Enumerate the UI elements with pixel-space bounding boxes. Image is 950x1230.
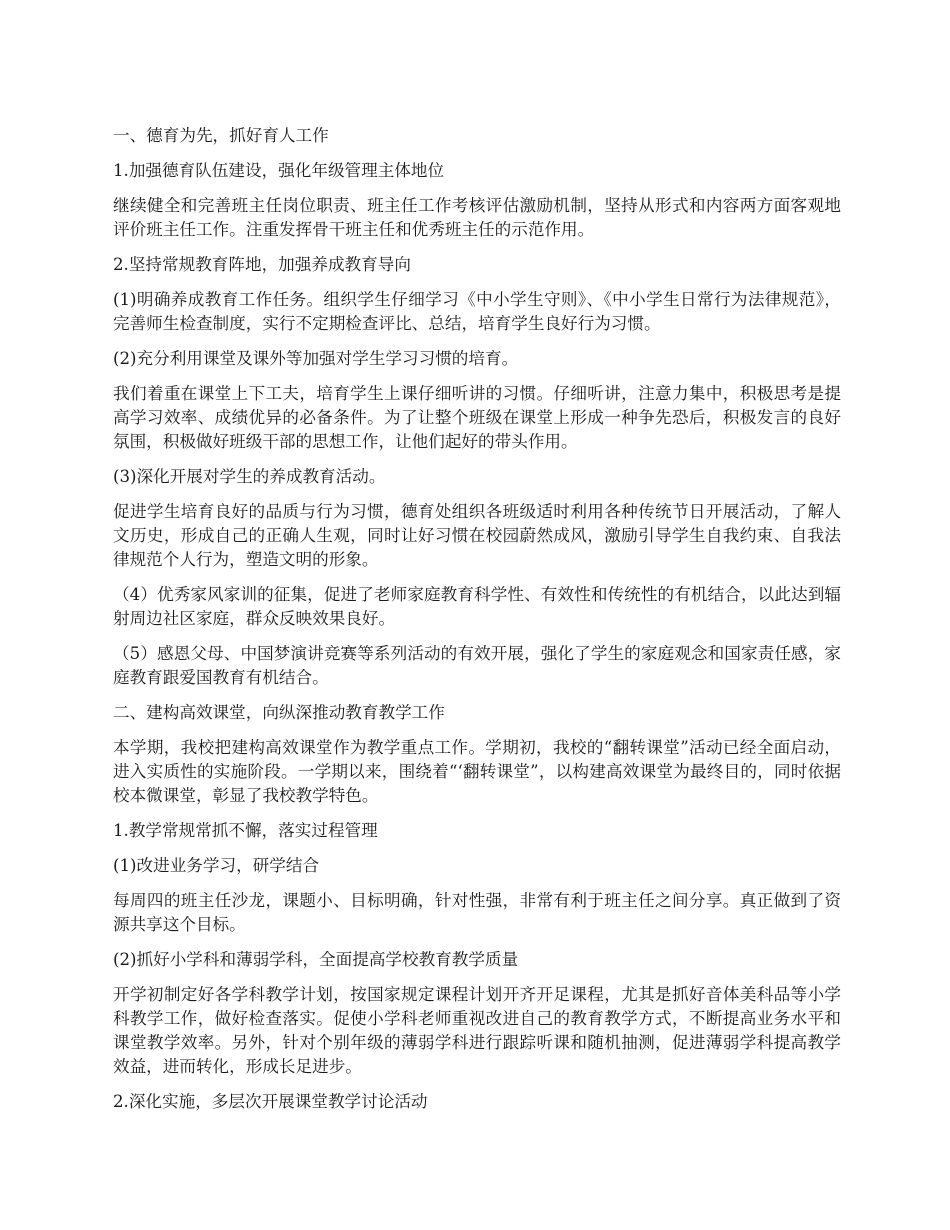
paragraph: 我们着重在课堂上下工夫，培育学生上课仔细听讲的习惯。仔细听讲，注意力集中，积极思考是提高学习效率、成绩优异的必备条件。为了让整个班级在课堂上形成一种争先恐后，积极发言的良好氛围，积极做好班级干部的思想工作，让他们起好的带头作用。	[113, 384, 841, 451]
paragraph: (1)改进业务学习，研学结合	[113, 856, 320, 875]
paragraph: 开学初制定好各学科教学计划，按国家规定课程计划开齐开足课程，尤其是抓好音体美科品等小学科教学工作，做好检查落实。促使小学科老师重视改进自己的教育教学方式，不断提高业务水平和课堂教学效率。另外，针对个别年级的薄弱学科进行跟踪听课和随机抽测，促进薄弱学科提高教学效益，进而转化，形成长足进步。	[113, 985, 841, 1076]
section-heading-moral-education: 一、德育为先，抓好育人工作	[113, 126, 329, 145]
subheading-routine-education: 2.坚持常规教育阵地，加强养成教育导向	[113, 255, 411, 274]
paragraph: (2)充分利用课堂及课外等加强对学生学习习惯的培育。	[113, 349, 519, 368]
paragraph: (3)深化开展对学生的养成教育活动。	[113, 467, 386, 486]
document-body	[113, 124, 841, 1125]
paragraph: (2)抓好小学科和薄弱学科，全面提高学校教育教学质量	[113, 950, 519, 969]
subheading-classroom-discussion: 2.深化实施，多层次开展课堂教学讨论活动	[113, 1092, 428, 1111]
paragraph: （5）感恩父母、中国梦演讲竞赛等系列活动的有效开展，强化了学生的家庭观念和国家责任感，家庭教育跟爱国教育有机结合。	[113, 644, 841, 687]
subheading-teaching-routine: 1.教学常规常抓不懈，落实过程管理	[113, 821, 378, 840]
paragraph: （4）优秀家风家训的征集，促进了老师家庭教育科学性、有效性和传统性的有机结合，以此达到辐射周边社区家庭，群众反映效果良好。	[113, 585, 841, 628]
section-heading-efficient-classroom: 二、建构高效课堂，向纵深推动教育教学工作	[113, 703, 445, 722]
paragraph: (1)明确养成教育工作任务。组织学生仔细学习《中小学生守则》、《中小学生日常行为法律规范》，完善师生检查制度，实行不定期检查评比、总结，培育学生良好行为习惯。	[113, 290, 841, 333]
paragraph: 继续健全和完善班主任岗位职责、班主任工作考核评估激励机制，坚持从形式和内容两方面客观地评价班主任工作。注重发挥骨干班主任和优秀班主任的示范作用。	[113, 196, 841, 239]
paragraph: 每周四的班主任沙龙，课题小、目标明确，针对性强，非常有利于班主任之间分享。真正做到了资源共享这个目标。	[113, 891, 841, 934]
paragraph: 本学期，我校把建构高效课堂作为教学重点工作。学期初，我校的“翻转课堂”活动已经全面启动，进入实质性的实施阶段。一学期以来，围绕着“‘翻转课堂”，以构建高效课堂为最终目的，同时依据校本微课堂，彰显了我校教学特色。	[113, 738, 841, 805]
paragraph: 促进学生培育良好的品质与行为习惯，德育处组织各班级适时利用各种传统节日开展活动，了解人文历史，形成自己的正确人生观，同时让好习惯在校园蔚然成风，激励引导学生自我约束、自我法律规范个人行为，塑造文明的形象。	[113, 502, 841, 569]
subheading-teacher-team: 1.加强德育队伍建设，强化年级管理主体地位	[113, 161, 445, 180]
